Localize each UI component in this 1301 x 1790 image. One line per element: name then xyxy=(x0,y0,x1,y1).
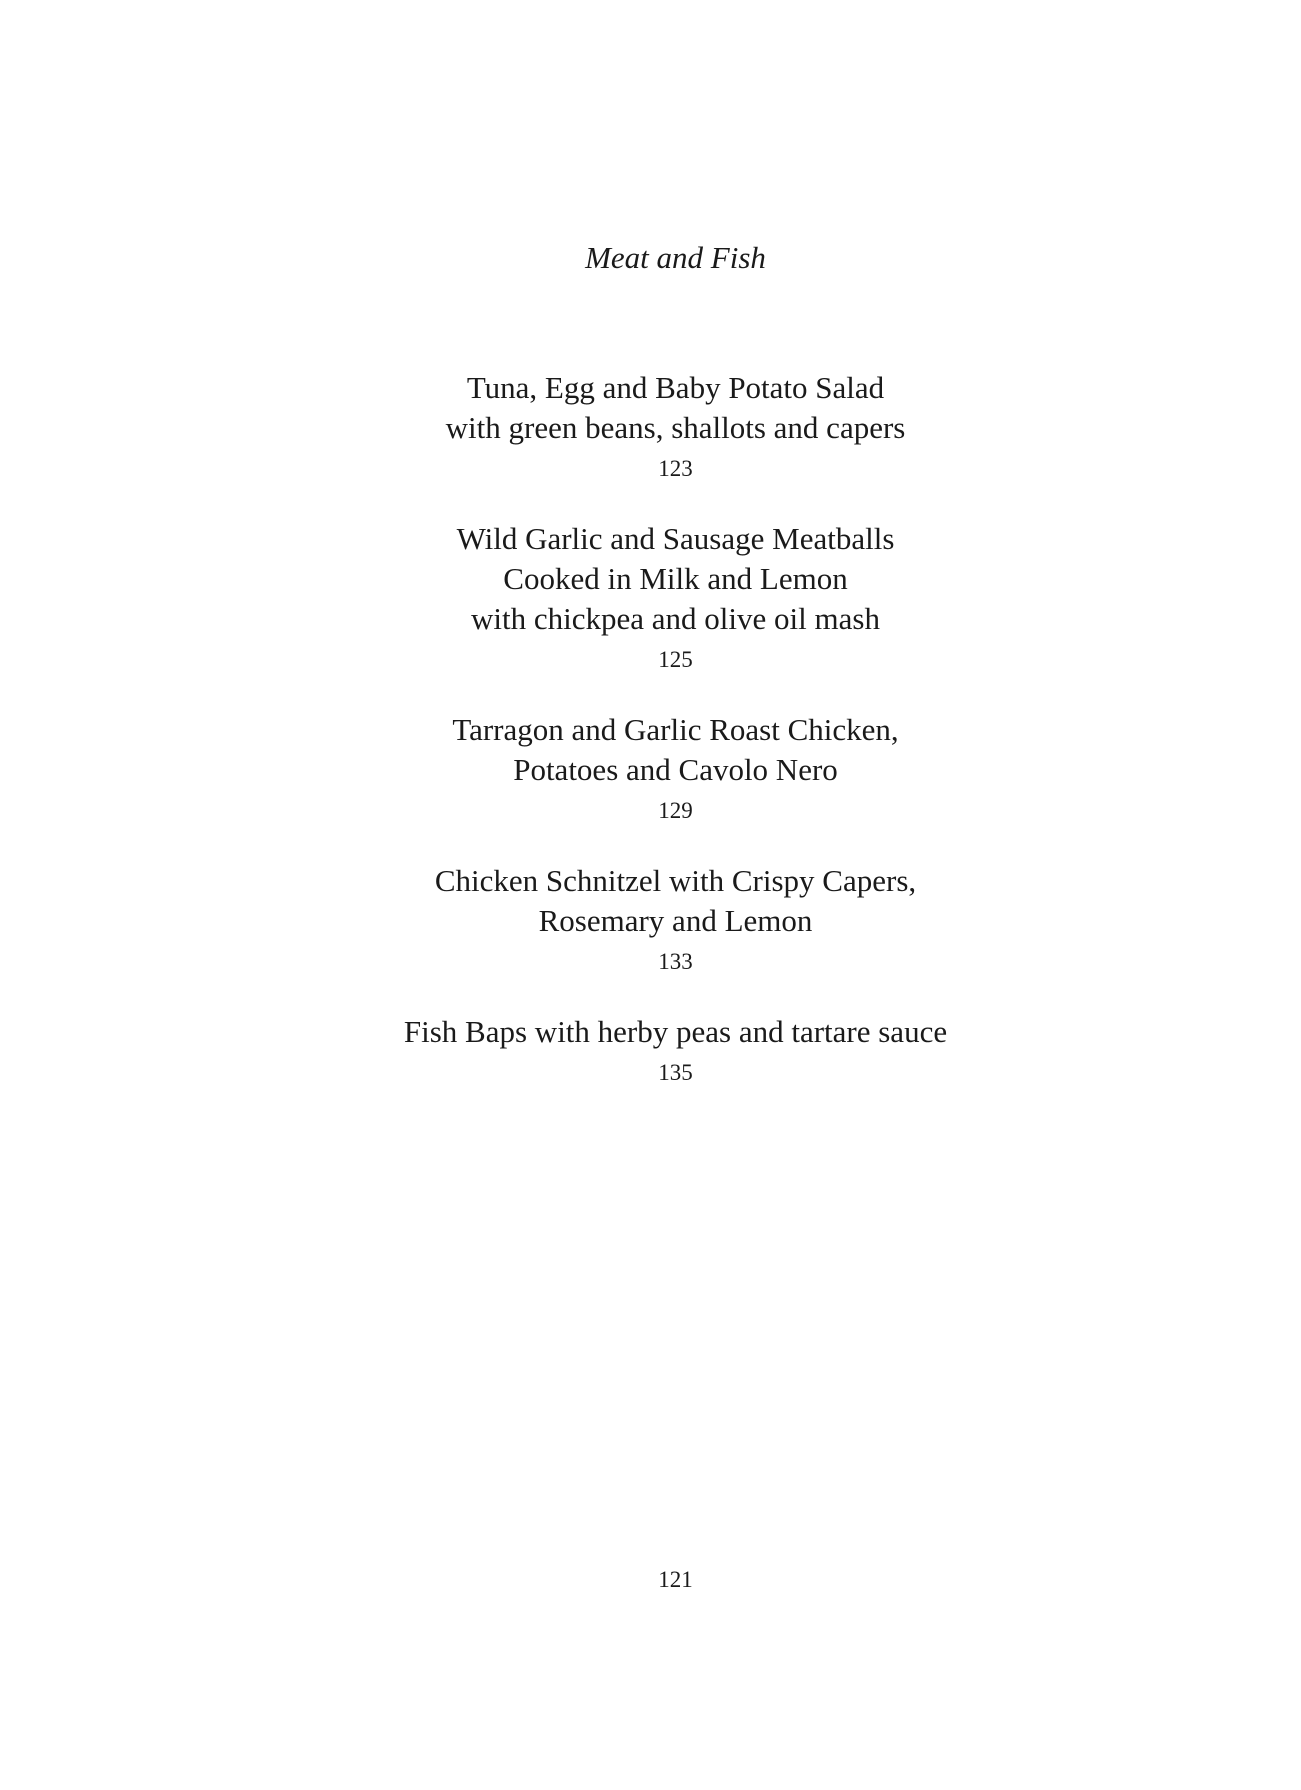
entry-title-line: Tuna, Egg and Baby Potato Salad xyxy=(466,370,885,405)
section-title: Meat and Fish xyxy=(585,240,766,275)
entry-title-line: with chickpea and olive oil mash xyxy=(471,601,880,636)
recipe-contents-list xyxy=(0,368,1301,1123)
contents-entry xyxy=(0,1012,1301,1093)
contents-entry xyxy=(0,710,1301,831)
contents-entry xyxy=(0,861,1301,982)
entry-title-line: Tarragon and Garlic Roast Chicken, xyxy=(452,712,899,747)
entry-page-number: 125 xyxy=(658,647,693,672)
entry-title-line: with green beans, shallots and capers xyxy=(445,410,906,445)
entry-title-line: Chicken Schnitzel with Crispy Capers, xyxy=(434,863,917,898)
page-number: 121 xyxy=(658,1567,693,1592)
entry-page-number: 135 xyxy=(658,1060,693,1085)
entry-page-number: 133 xyxy=(658,949,693,974)
entry-page-number: 123 xyxy=(658,456,693,481)
contents-entry xyxy=(0,519,1301,680)
entry-title-line: Fish Baps with herby peas and tartare sauce xyxy=(403,1014,948,1049)
contents-entry xyxy=(0,368,1301,489)
entry-title-line: Potatoes and Cavolo Nero xyxy=(513,752,838,787)
entry-title-line: Rosemary and Lemon xyxy=(538,903,813,938)
entry-title-line: Wild Garlic and Sausage Meatballs xyxy=(456,521,895,556)
entry-title-line: Cooked in Milk and Lemon xyxy=(503,561,848,596)
entry-page-number: 129 xyxy=(658,798,693,823)
